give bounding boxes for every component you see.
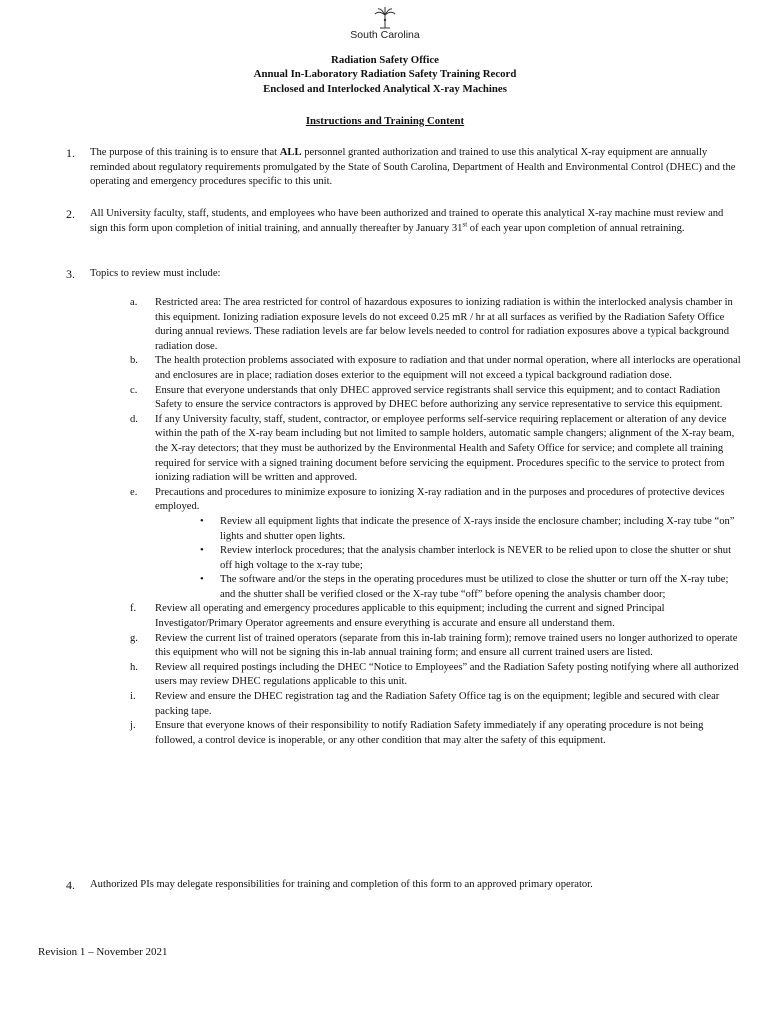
form-title: Annual In-Laboratory Radiation Safety Training Record: [253, 68, 517, 81]
list-item-2: [66, 207, 741, 236]
bullet-icon: •: [200, 515, 204, 527]
topic-item: [130, 384, 742, 413]
bullet-text: Review interlock procedures; that the analysis chamber interlock is NEVER to be relied upon to close the shutter or shut off high voltage to the x-ray tube;: [220, 545, 732, 571]
topic-text: Ensure that everyone understands that only DHEC approved service registrants shall service this equipment; and to contact Radiation Safety to ensure the service contractors is approved by DHEC before authorizing any service representative to service this equipment.: [155, 384, 723, 411]
logo-text: South Carolina: [350, 29, 420, 41]
topic-item: [130, 632, 742, 661]
topic-letter: f.: [130, 603, 137, 615]
topic-letter: d.: [130, 413, 138, 425]
bullet-icon: •: [200, 545, 204, 557]
list-item-4: [66, 878, 741, 893]
topic-item: [130, 661, 742, 690]
item-text: Authorized PIs may delegate responsibilities for training and completion of this form to an approved primary operator.: [90, 879, 593, 890]
item-text-bold: ALL: [279, 147, 302, 158]
topic-text: Review all required postings including the DHEC “Notice to Employees” and the Radiation Safety posting notifying where all authorized users may review DHEC regulations applicable to this unit.: [155, 661, 739, 688]
bullet-item: [200, 515, 742, 544]
topic-letter: a.: [130, 297, 138, 308]
university-logo: [0, 6, 770, 41]
topic-item: [130, 296, 742, 354]
topic-item: [130, 602, 742, 631]
topic-text: Ensure that everyone knows of their responsibility to notify Radiation Safety immediately if any operating procedure is not being followed, a control device is inoperable, or any other condition that may alter the safety of this equipment.: [155, 720, 704, 746]
bullet-list: [155, 515, 742, 603]
item-text: [90, 146, 741, 190]
topic-text: Review and ensure the DHEC registration tag and the Radiation Safety Office tag is on the equipment; legible and secured with clear packing tape.: [155, 691, 720, 717]
topic-text: Review all operating and emergency procedures applicable to this equipment; including the current and signed Principal Investigator/Primary Operator agreements and ensure everything is accurate and ensure all understand them.: [155, 603, 665, 630]
topic-letter: h.: [130, 661, 138, 673]
list-item-1: [66, 146, 741, 190]
topic-letter: g.: [130, 632, 138, 644]
item-text-sup: st: [462, 220, 468, 229]
item-number: 4.: [66, 878, 75, 892]
topic-item: [130, 690, 742, 719]
topic-letter: i.: [130, 691, 136, 703]
item-number: 3.: [66, 267, 75, 281]
topics-list: [130, 296, 742, 748]
item-text: Topics to review must include:: [90, 268, 221, 279]
section-title: Instructions and Training Content: [305, 115, 465, 127]
topic-item: [130, 486, 742, 603]
item-text-part: of each year upon completion of annual retraining.: [467, 222, 685, 234]
topic-item: [130, 354, 742, 383]
topic-text: Precautions and procedures to minimize exposure to ionizing X-ray radiation and in the purposes and procedures of protective devices employed.: [155, 486, 725, 513]
item-text-part: The purpose of this training is to ensure that: [90, 147, 280, 158]
topic-letter: b.: [130, 355, 138, 367]
topic-letter: e.: [130, 486, 138, 498]
topic-text: If any University faculty, staff, student, contractor, or employee performs self-service requiring replacement or alteration of any device within the path of the X-ray beam including but not limited to sample holders, automatic sample changers; alignment of the X-ray beam, the X-ray detectors; that they must be authorized by the Environmental Health and Safety Office for service; and complete all training required for service with a signed training document before servicing the equipment. Procedures specific to the service to protect from ionizing radiation will be written and approved.: [155, 413, 735, 484]
bullet-item: [200, 573, 742, 602]
revision-footer: Revision 1 – November 2021: [38, 946, 168, 958]
office-title: Radiation Safety Office: [331, 54, 439, 66]
palmetto-tree-icon: [372, 6, 398, 30]
list-item-3: [66, 267, 741, 282]
item-text-part: All University faculty, staff, students, and employees who have been authorized and trained to operate this analytical X-ray machine must review and sign this form upon completion of initial training, and annually thereafter by January 31: [90, 208, 724, 234]
item-text: [90, 207, 741, 236]
bullet-icon: •: [200, 574, 204, 586]
item-text-part: personnel granted authorization and trained to use this analytical X-ray equipment are annually reminded about regulatory requirements promulgated by the State of South Carolina, Department of Health and Environmental Control (DHEC) and the operating and emergency procedures specific to this unit.: [90, 147, 736, 188]
topic-item: [130, 719, 742, 748]
document-header: [0, 53, 770, 96]
bullet-text: Review all equipment lights that indicate the presence of X-rays inside the enclosure chamber; including X-ray tube “on” lights and shutter open lights.: [220, 515, 735, 542]
form-subtitle: Enclosed and Interlocked Analytical X-ray Machines: [263, 82, 507, 95]
topic-letter: j.: [130, 720, 136, 732]
bullet-item: [200, 544, 742, 573]
topic-text: The health protection problems associated with exposure to radiation and that under normal operation, where all interlocks are operational and enclosures are in place; radiation doses exterior to the equipment will not exceed a typical background radiation dose.: [155, 355, 741, 381]
item-number: 2.: [66, 207, 75, 221]
topic-item: [130, 413, 742, 486]
bullet-text: The software and/or the steps in the operating procedures must be utilized to close the shutter or turn off the X-ray tube; and the shutter shall be verified closed or the X-ray tube “off” before opening the analysis chamber door;: [220, 574, 729, 600]
item-number: 1.: [66, 146, 75, 160]
topic-text: Review the current list of trained operators (separate from this in-lab training form); remove trained users no longer authorized to operate this equipment who will not be signing this in-lab annual training form; and ensure all current trained users are listed.: [155, 632, 738, 659]
topic-text: Restricted area: The area restricted for control of hazardous exposures to ionizing radiation is within the interlocked analysis chamber in this equipment. Ionizing radiation exposure levels do not exceed 0.25 mR / hr at all surfaces as verified by the Radiation Safety Office during annual reviews. These radiation levels are far below levels needed to control for radiation exposures above a typical background radiation dose.: [155, 297, 733, 352]
topic-letter: c.: [130, 384, 138, 396]
